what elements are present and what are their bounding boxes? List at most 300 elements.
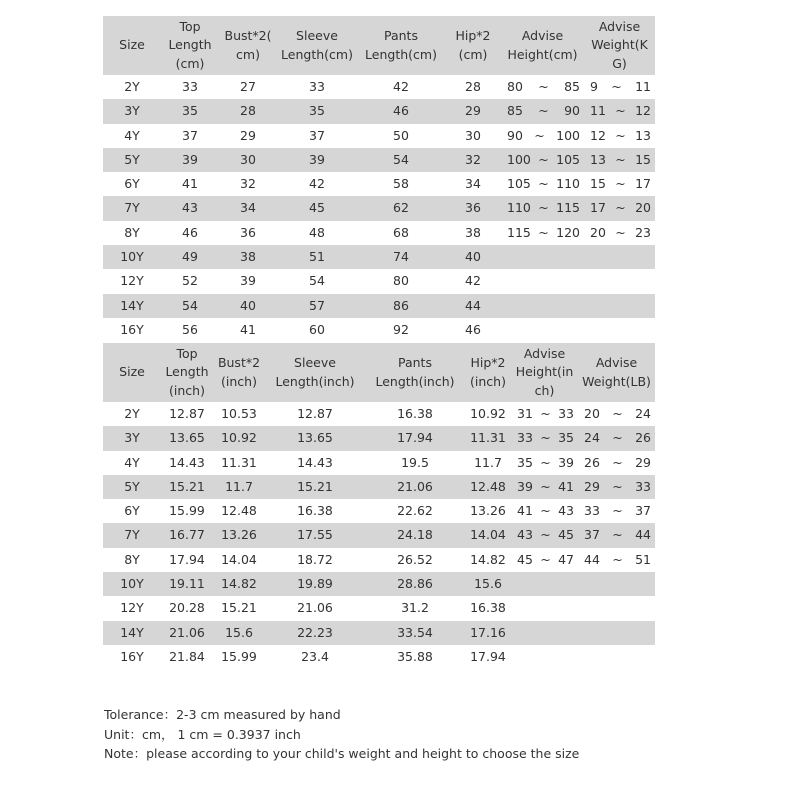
table-cell: 33 xyxy=(182,79,198,94)
table-cell: 12.87 xyxy=(297,406,333,421)
table-row xyxy=(103,523,655,547)
table-cell: 60 xyxy=(309,321,325,337)
selection-note: Note：please according to your child's weight and height to choose the size xyxy=(104,746,580,761)
table-row xyxy=(103,426,655,450)
table-cell: 46 xyxy=(357,99,445,123)
table-cell xyxy=(578,645,655,669)
range-value xyxy=(578,451,655,475)
table-cell: 86 xyxy=(357,294,445,318)
range-bound: 80 xyxy=(507,79,523,94)
table-cell: 6Y xyxy=(124,503,140,519)
range-bound: 20 xyxy=(635,200,651,216)
table-cell: 38 xyxy=(219,245,277,269)
table-cell: 11.31 xyxy=(221,454,257,470)
column-header: Advise Height(in ch) xyxy=(511,343,578,402)
column-header: Hip*2 (cm) xyxy=(445,16,501,75)
range-separator: ~ xyxy=(540,527,551,543)
size-chart-inch-table xyxy=(103,343,655,669)
range-value xyxy=(501,172,584,196)
range-value xyxy=(584,75,655,99)
table-cell: 42 xyxy=(309,176,325,192)
table-cell: 14.82 xyxy=(470,551,506,567)
table-cell xyxy=(511,426,578,450)
column-header: Advise Weight(K G) xyxy=(584,16,655,75)
range-bound: 90 xyxy=(507,127,523,143)
range-value xyxy=(578,523,655,547)
table-cell xyxy=(511,523,578,547)
table-cell xyxy=(511,451,578,475)
table-row xyxy=(103,318,655,342)
table-cell: 12.87 xyxy=(169,406,205,421)
table-cell: 54 xyxy=(357,148,445,172)
range-separator: ~ xyxy=(538,200,549,216)
table-cell: 16Y xyxy=(120,321,144,337)
range-bound: 105 xyxy=(507,176,531,192)
table-cell xyxy=(578,548,655,572)
column-header: Pants Length(cm) xyxy=(357,16,445,75)
range-value xyxy=(501,124,584,148)
table-cell: 22.62 xyxy=(397,503,433,519)
table-cell: 42 xyxy=(393,79,409,94)
table-cell xyxy=(511,645,578,669)
column-header: Sleeve Length(inch) xyxy=(265,343,365,402)
table-cell: 18.72 xyxy=(297,551,333,567)
table-cell: 37 xyxy=(182,127,198,143)
table-cell xyxy=(578,596,655,620)
range-value xyxy=(501,75,584,99)
table-cell: 30 xyxy=(465,127,481,143)
table-cell xyxy=(511,475,578,499)
range-bound: 41 xyxy=(558,478,574,494)
range-bound: 31 xyxy=(517,406,533,421)
table-cell: 45 xyxy=(277,196,357,220)
table-cell: 17.55 xyxy=(265,523,365,547)
table-cell: 11.31 xyxy=(465,426,511,450)
table-cell xyxy=(584,245,655,269)
table-cell: 50 xyxy=(393,127,409,143)
column-header: Size xyxy=(103,16,161,75)
table-cell: 32 xyxy=(240,176,256,192)
range-bound: 120 xyxy=(556,224,580,240)
table-cell xyxy=(511,572,578,596)
table-cell: 33 xyxy=(309,79,325,94)
table-cell: 29 xyxy=(445,99,501,123)
table-cell: 26.52 xyxy=(397,551,433,567)
table-cell: 7Y xyxy=(103,196,161,220)
table-cell: 6Y xyxy=(124,176,140,192)
table-cell: 16.38 xyxy=(397,406,433,421)
table-cell: 10.53 xyxy=(221,406,257,421)
range-separator: ~ xyxy=(538,176,549,192)
range-value xyxy=(584,99,655,123)
range-bound: 45 xyxy=(517,551,533,567)
range-value xyxy=(511,523,578,547)
table-cell: 21.06 xyxy=(161,621,213,645)
table-row xyxy=(103,621,655,645)
table-cell: 13.26 xyxy=(213,523,265,547)
table-cell: 15.6 xyxy=(465,572,511,596)
size-notes xyxy=(104,705,579,764)
table-cell: 15.99 xyxy=(221,648,257,664)
table-cell: 35 xyxy=(277,99,357,123)
table-cell: 48 xyxy=(309,224,325,240)
column-header: Advise Height(cm) xyxy=(501,16,584,75)
range-separator: ~ xyxy=(540,551,551,567)
table-row xyxy=(103,196,655,220)
range-bound: 39 xyxy=(558,454,574,470)
range-separator: ~ xyxy=(615,103,626,119)
range-bound: 9 xyxy=(590,79,598,94)
table-cell xyxy=(584,196,655,220)
table-cell xyxy=(501,318,584,342)
table-cell: 21.84 xyxy=(169,648,205,664)
table-cell: 2Y xyxy=(124,406,140,421)
range-separator: ~ xyxy=(611,79,622,94)
table-cell: 7Y xyxy=(103,523,161,547)
table-cell: 74 xyxy=(357,245,445,269)
table-cell xyxy=(501,172,584,196)
table-cell: 8Y xyxy=(124,551,140,567)
table-cell: 40 xyxy=(445,245,501,269)
range-bound: 26 xyxy=(584,454,600,470)
range-separator: ~ xyxy=(540,454,551,470)
range-value xyxy=(584,196,655,220)
range-separator: ~ xyxy=(612,527,623,543)
range-bound: 43 xyxy=(558,503,574,519)
range-value xyxy=(584,148,655,172)
table-cell: 39 xyxy=(161,148,219,172)
table-row xyxy=(103,475,655,499)
tolerance-note: Tolerance：2-3 cm measured by hand xyxy=(104,707,341,722)
table-cell: 17.94 xyxy=(470,648,506,664)
range-separator: ~ xyxy=(612,454,623,470)
range-separator: ~ xyxy=(612,503,623,519)
table-row xyxy=(103,402,655,426)
range-value xyxy=(578,475,655,499)
table-cell xyxy=(584,75,655,99)
table-cell xyxy=(501,221,584,245)
table-cell: 30 xyxy=(219,148,277,172)
range-bound: 12 xyxy=(590,127,606,143)
range-value xyxy=(501,99,584,123)
table-cell: 21.06 xyxy=(365,475,465,499)
table-row xyxy=(103,221,655,245)
range-value xyxy=(511,475,578,499)
table-cell xyxy=(501,245,584,269)
table-cell: 52 xyxy=(182,273,198,289)
table-cell: 12.48 xyxy=(465,475,511,499)
range-bound: 85 xyxy=(507,103,523,119)
table-cell: 39 xyxy=(240,273,256,289)
table-cell: 32 xyxy=(445,148,501,172)
table-cell: 13.65 xyxy=(161,426,213,450)
table-cell: 51 xyxy=(277,245,357,269)
table-cell xyxy=(584,269,655,293)
table-cell xyxy=(578,621,655,645)
range-separator: ~ xyxy=(534,127,545,143)
column-header: Bust*2( cm) xyxy=(219,16,277,75)
table-cell: 43 xyxy=(161,196,219,220)
table-cell: 27 xyxy=(240,79,256,94)
table-cell: 36 xyxy=(445,196,501,220)
table-cell xyxy=(501,294,584,318)
table-row xyxy=(103,572,655,596)
table-cell: 46 xyxy=(182,224,198,240)
range-value xyxy=(578,548,655,572)
range-value xyxy=(511,451,578,475)
table-cell: 35.88 xyxy=(397,648,433,664)
table-cell: 33.54 xyxy=(365,621,465,645)
range-bound: 115 xyxy=(556,200,580,216)
table-cell: 17.94 xyxy=(169,551,205,567)
range-bound: 11 xyxy=(590,103,606,119)
table-cell: 92 xyxy=(393,321,409,337)
range-bound: 35 xyxy=(517,454,533,470)
table-cell xyxy=(584,99,655,123)
table-cell: 15.21 xyxy=(161,475,213,499)
table-cell: 49 xyxy=(161,245,219,269)
range-separator: ~ xyxy=(612,551,623,567)
table-cell: 19.5 xyxy=(401,454,429,470)
table-row xyxy=(103,148,655,172)
range-bound: 24 xyxy=(635,406,651,421)
column-header: Size xyxy=(103,343,161,402)
table-cell: 24.18 xyxy=(365,523,465,547)
table-cell: 14Y xyxy=(103,294,161,318)
table-cell xyxy=(584,172,655,196)
range-bound: 33 xyxy=(517,430,533,446)
table-cell: 10.92 xyxy=(213,426,265,450)
table-cell: 8Y xyxy=(124,224,140,240)
range-bound: 44 xyxy=(584,551,600,567)
table-cell xyxy=(511,402,578,426)
table-row xyxy=(103,451,655,475)
table-cell: 16.77 xyxy=(161,523,213,547)
table-cell: 41 xyxy=(240,321,256,337)
range-separator: ~ xyxy=(615,200,626,216)
range-bound: 11 xyxy=(635,79,651,94)
table-row xyxy=(103,294,655,318)
table-cell: 14.43 xyxy=(297,454,333,470)
table-cell: 68 xyxy=(393,224,409,240)
table-cell xyxy=(511,621,578,645)
range-separator: ~ xyxy=(540,430,551,446)
table-cell: 5Y xyxy=(103,148,161,172)
table-cell: 16.38 xyxy=(297,503,333,519)
range-bound: 33 xyxy=(584,503,600,519)
table-cell: 58 xyxy=(393,176,409,192)
range-bound: 115 xyxy=(507,224,531,240)
range-bound: 20 xyxy=(590,224,606,240)
range-separator: ~ xyxy=(615,224,626,240)
range-bound: 90 xyxy=(564,103,580,119)
table-cell: 12Y xyxy=(120,600,144,616)
unit-note: Unit：cm， 1 cm = 0.3937 inch xyxy=(104,726,301,742)
range-separator: ~ xyxy=(538,79,549,94)
column-header: Advise Weight(LB) xyxy=(578,343,655,402)
table-cell: 15.21 xyxy=(221,600,257,616)
table-cell: 3Y xyxy=(103,99,161,123)
range-bound: 29 xyxy=(584,478,600,494)
range-bound: 13 xyxy=(590,151,606,167)
column-header: Sleeve Length(cm) xyxy=(277,16,357,75)
column-header: Pants Length(inch) xyxy=(365,343,465,402)
range-value xyxy=(578,402,655,426)
table-cell xyxy=(501,124,584,148)
range-bound: 41 xyxy=(517,503,533,519)
table-cell: 34 xyxy=(465,176,481,192)
range-value xyxy=(511,548,578,572)
table-cell: 11.7 xyxy=(213,475,265,499)
table-cell: 16Y xyxy=(120,648,144,664)
table-cell: 3Y xyxy=(103,426,161,450)
range-separator: ~ xyxy=(612,406,623,421)
table-cell xyxy=(578,475,655,499)
range-bound: 39 xyxy=(517,478,533,494)
range-separator: ~ xyxy=(540,406,551,421)
range-value xyxy=(501,148,584,172)
table-cell: 13.65 xyxy=(265,426,365,450)
table-cell: 19.89 xyxy=(265,572,365,596)
range-value xyxy=(584,221,655,245)
table-cell xyxy=(501,196,584,220)
table-cell xyxy=(584,124,655,148)
range-bound: 85 xyxy=(564,79,580,94)
column-header: Top Length (cm) xyxy=(161,16,219,75)
range-bound: 43 xyxy=(517,527,533,543)
range-bound: 100 xyxy=(507,151,531,167)
table-cell: 37 xyxy=(309,127,325,143)
table-cell: 46 xyxy=(465,321,481,337)
table-cell xyxy=(578,426,655,450)
range-bound: 29 xyxy=(635,454,651,470)
table-cell xyxy=(501,75,584,99)
table-cell: 12Y xyxy=(120,273,144,289)
table-cell xyxy=(501,99,584,123)
table-cell: 14.04 xyxy=(465,523,511,547)
table-cell: 15.21 xyxy=(265,475,365,499)
table-cell: 54 xyxy=(161,294,219,318)
table-cell: 12.48 xyxy=(221,503,257,519)
range-value xyxy=(511,402,578,426)
table-cell: 34 xyxy=(219,196,277,220)
range-bound: 35 xyxy=(558,430,574,446)
table-cell: 14.04 xyxy=(221,551,257,567)
table-cell: 80 xyxy=(393,273,409,289)
range-bound: 17 xyxy=(590,200,606,216)
range-bound: 15 xyxy=(590,176,606,192)
column-header: Top Length (inch) xyxy=(161,343,213,402)
table-cell: 11.7 xyxy=(474,454,502,470)
range-bound: 37 xyxy=(584,527,600,543)
table-cell: 21.06 xyxy=(297,600,333,616)
table-cell: 19.11 xyxy=(161,572,213,596)
range-bound: 26 xyxy=(635,430,651,446)
table-cell: 28 xyxy=(219,99,277,123)
range-separator: ~ xyxy=(615,151,626,167)
range-separator: ~ xyxy=(538,151,549,167)
column-header: Bust*2 (inch) xyxy=(213,343,265,402)
range-bound: 33 xyxy=(635,478,651,494)
table-cell: 13.26 xyxy=(470,503,506,519)
table-row xyxy=(103,172,655,196)
range-value xyxy=(511,426,578,450)
table-cell: 14.82 xyxy=(213,572,265,596)
table-cell: 14Y xyxy=(103,621,161,645)
column-header: Hip*2 (inch) xyxy=(465,343,511,402)
table-header-row xyxy=(103,16,655,75)
table-cell: 17.94 xyxy=(365,426,465,450)
table-cell: 2Y xyxy=(124,79,140,94)
range-bound: 24 xyxy=(584,430,600,446)
range-bound: 44 xyxy=(635,527,651,543)
table-cell xyxy=(501,269,584,293)
table-cell: 10.92 xyxy=(470,406,506,421)
table-cell xyxy=(584,318,655,342)
table-cell xyxy=(578,499,655,523)
range-separator: ~ xyxy=(540,503,551,519)
range-value xyxy=(578,426,655,450)
range-bound: 23 xyxy=(635,224,651,240)
table-cell xyxy=(511,596,578,620)
range-bound: 47 xyxy=(558,551,574,567)
table-row xyxy=(103,596,655,620)
table-cell: 15.6 xyxy=(213,621,265,645)
table-cell: 20.28 xyxy=(169,600,205,616)
range-separator: ~ xyxy=(540,478,551,494)
table-row xyxy=(103,499,655,523)
range-separator: ~ xyxy=(538,224,549,240)
table-cell: 39 xyxy=(277,148,357,172)
table-cell: 4Y xyxy=(124,127,140,143)
range-separator: ~ xyxy=(612,430,623,446)
table-cell: 15.99 xyxy=(169,503,205,519)
table-row xyxy=(103,99,655,123)
range-bound: 110 xyxy=(556,176,580,192)
table-cell: 44 xyxy=(445,294,501,318)
range-value xyxy=(501,196,584,220)
range-separator: ~ xyxy=(615,127,626,143)
table-cell: 22.23 xyxy=(265,621,365,645)
range-value xyxy=(584,172,655,196)
range-bound: 13 xyxy=(635,127,651,143)
table-cell xyxy=(584,294,655,318)
table-cell: 28 xyxy=(465,79,481,94)
range-value xyxy=(501,221,584,245)
range-separator: ~ xyxy=(615,176,626,192)
range-bound: 15 xyxy=(635,151,651,167)
table-cell xyxy=(501,148,584,172)
table-cell: 29 xyxy=(240,127,256,143)
table-cell: 4Y xyxy=(124,454,140,470)
table-cell xyxy=(511,548,578,572)
table-cell: 10Y xyxy=(103,572,161,596)
table-cell: 10Y xyxy=(103,245,161,269)
table-cell: 62 xyxy=(357,196,445,220)
table-row xyxy=(103,124,655,148)
size-chart-cm-table xyxy=(103,16,655,342)
table-cell xyxy=(578,572,655,596)
table-cell: 36 xyxy=(240,224,256,240)
table-cell: 16.38 xyxy=(470,600,506,616)
table-row xyxy=(103,548,655,572)
range-separator: ~ xyxy=(538,103,549,119)
table-cell xyxy=(578,402,655,426)
table-cell: 42 xyxy=(465,273,481,289)
range-bound: 37 xyxy=(635,503,651,519)
table-row xyxy=(103,645,655,669)
range-bound: 51 xyxy=(635,551,651,567)
